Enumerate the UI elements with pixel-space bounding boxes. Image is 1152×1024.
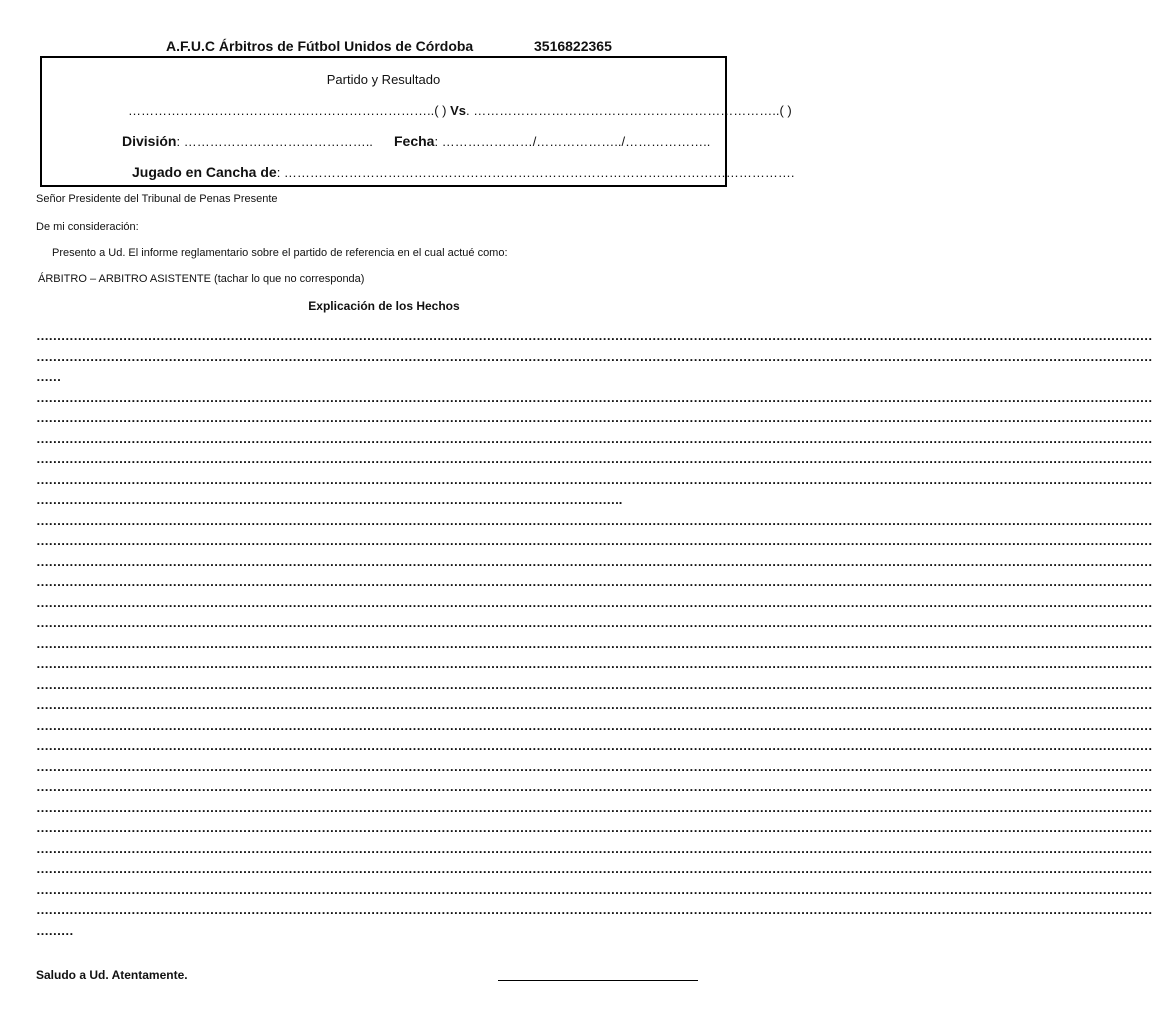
dotted-line[interactable]: ………………………………………………………………………………………………………………………………………………………………………………………………………………………………………………: [36, 410, 1152, 425]
dotted-line[interactable]: ………………………………………………………………………………………………………………………………………………………………………………………………………………………………………………: [36, 348, 1152, 364]
teams-line: [128, 103, 792, 118]
division-field[interactable]: : ……………………………………..: [176, 134, 373, 149]
date-field[interactable]: : …………………/………………../………………..: [434, 134, 711, 149]
dotted-line[interactable]: ………………………………………………………………………………………………………………………………………………………………………………………………………………………………………………: [36, 676, 1152, 692]
venue-line: [132, 164, 795, 180]
division-label: División: [122, 133, 177, 149]
match-result-box: [40, 56, 795, 187]
dotted-line[interactable]: ………………………………………………………………………………………………………………………………………………………………………………………………………………………………………………: [36, 697, 1152, 712]
facts-heading: Explicación de los Hechos: [308, 299, 460, 313]
dotted-line[interactable]: ………………………………………………………………………………………………………………………………………………………………………………………………………………………………………………: [36, 881, 1152, 897]
dotted-line[interactable]: ………………………………………………………………………………………………………………………………………………………………………………………………………………………………………………: [36, 635, 1152, 651]
dotted-line[interactable]: ………………………………………………………………………………………………………………………………………………………………………………………………………………………………………………: [36, 779, 1152, 794]
dotted-line[interactable]: …………………………………………………………………………………………………………………………….: [36, 492, 622, 507]
dotted-line[interactable]: ………: [36, 922, 74, 938]
division-line: [122, 133, 373, 149]
dotted-line[interactable]: ………………………………………………………………………………………………………………………………………………………………………………………………………………………………………………: [36, 512, 1152, 528]
dotted-line[interactable]: ………………………………………………………………………………………………………………………………………………………………………………………………………………………………………………: [36, 389, 1152, 405]
dotted-line[interactable]: ………………………………………………………………………………………………………………………………………………………………………………………………………………………………………………: [36, 840, 1152, 856]
phone-number: 3516822365: [534, 38, 612, 54]
dotted-line[interactable]: ………………………………………………………………………………………………………………………………………………………………………………………………………………………………………………: [36, 799, 1152, 815]
team-home-field[interactable]: ……………………………………………………………..( ): [128, 103, 447, 118]
dotted-line[interactable]: ………………………………………………………………………………………………………………………………………………………………………………………………………………………………………………: [36, 328, 1152, 343]
dotted-line[interactable]: ………………………………………………………………………………………………………………………………………………………………………………………………………………………………………………: [36, 533, 1152, 548]
venue-field[interactable]: : ……………………………………………………………………………………………………….: [276, 165, 795, 180]
signature-line[interactable]: [498, 980, 698, 981]
team-away-field[interactable]: . ……………………………………………………………..( ): [466, 103, 792, 118]
dotted-line[interactable]: ………………………………………………………………………………………………………………………………………………………………………………………………………………………………………………: [36, 574, 1152, 589]
dotted-line[interactable]: ………………………………………………………………………………………………………………………………………………………………………………………………………………………………………………: [36, 451, 1152, 466]
document-header: [0, 38, 768, 58]
dotted-line[interactable]: ………………………………………………………………………………………………………………………………………………………………………………………………………………………………………………: [36, 430, 1152, 446]
closing-text: Saludo a Ud. Atentamente.: [36, 968, 188, 982]
facts-writing-area[interactable]: [36, 326, 1152, 941]
box-title: Partido y Resultado: [326, 72, 441, 87]
venue-label: Jugado en Cancha de: [132, 164, 277, 180]
dotted-line[interactable]: ………………………………………………………………………………………………………………………………………………………………………………………………………………………………………………: [36, 820, 1152, 835]
dotted-line[interactable]: ………………………………………………………………………………………………………………………………………………………………………………………………………………………………………………: [36, 861, 1152, 876]
dotted-line[interactable]: ………………………………………………………………………………………………………………………………………………………………………………………………………………………………………………: [36, 553, 1152, 569]
dotted-line[interactable]: ………………………………………………………………………………………………………………………………………………………………………………………………………………………………………………: [36, 738, 1152, 753]
dotted-line[interactable]: ………………………………………………………………………………………………………………………………………………………………………………………………………………………………………………: [36, 902, 1152, 917]
dotted-line[interactable]: ………………………………………………………………………………………………………………………………………………………………………………………………………………………………………………: [36, 656, 1152, 671]
dotted-line[interactable]: ………………………………………………………………………………………………………………………………………………………………………………………………………………………………………………: [36, 594, 1152, 610]
vs-label: Vs: [450, 103, 467, 118]
greeting-text: De mi consideración:: [36, 221, 139, 233]
organization-title: A.F.U.C Árbitros de Fútbol Unidos de Córdoba: [166, 38, 474, 54]
date-label: Fecha: [394, 133, 435, 149]
dotted-line[interactable]: ………………………………………………………………………………………………………………………………………………………………………………………………………………………………………………: [36, 758, 1152, 774]
intro-text: Presento a Ud. El informe reglamentario sobre el partido de referencia en el cual actué como:: [52, 247, 508, 259]
role-text: ÁRBITRO – ARBITRO ASISTENTE (tachar lo que no corresponda): [38, 273, 365, 285]
dotted-line[interactable]: ………………………………………………………………………………………………………………………………………………………………………………………………………………………………………………: [36, 615, 1152, 630]
dotted-line[interactable]: ………………………………………………………………………………………………………………………………………………………………………………………………………………………………………………: [36, 471, 1152, 487]
addressee-text: Señor Presidente del Tribunal de Penas Presente: [36, 193, 278, 205]
dotted-line[interactable]: ………………………………………………………………………………………………………………………………………………………………………………………………………………………………………………: [36, 717, 1152, 733]
dotted-line[interactable]: ……: [36, 369, 61, 384]
date-line: [394, 133, 710, 149]
